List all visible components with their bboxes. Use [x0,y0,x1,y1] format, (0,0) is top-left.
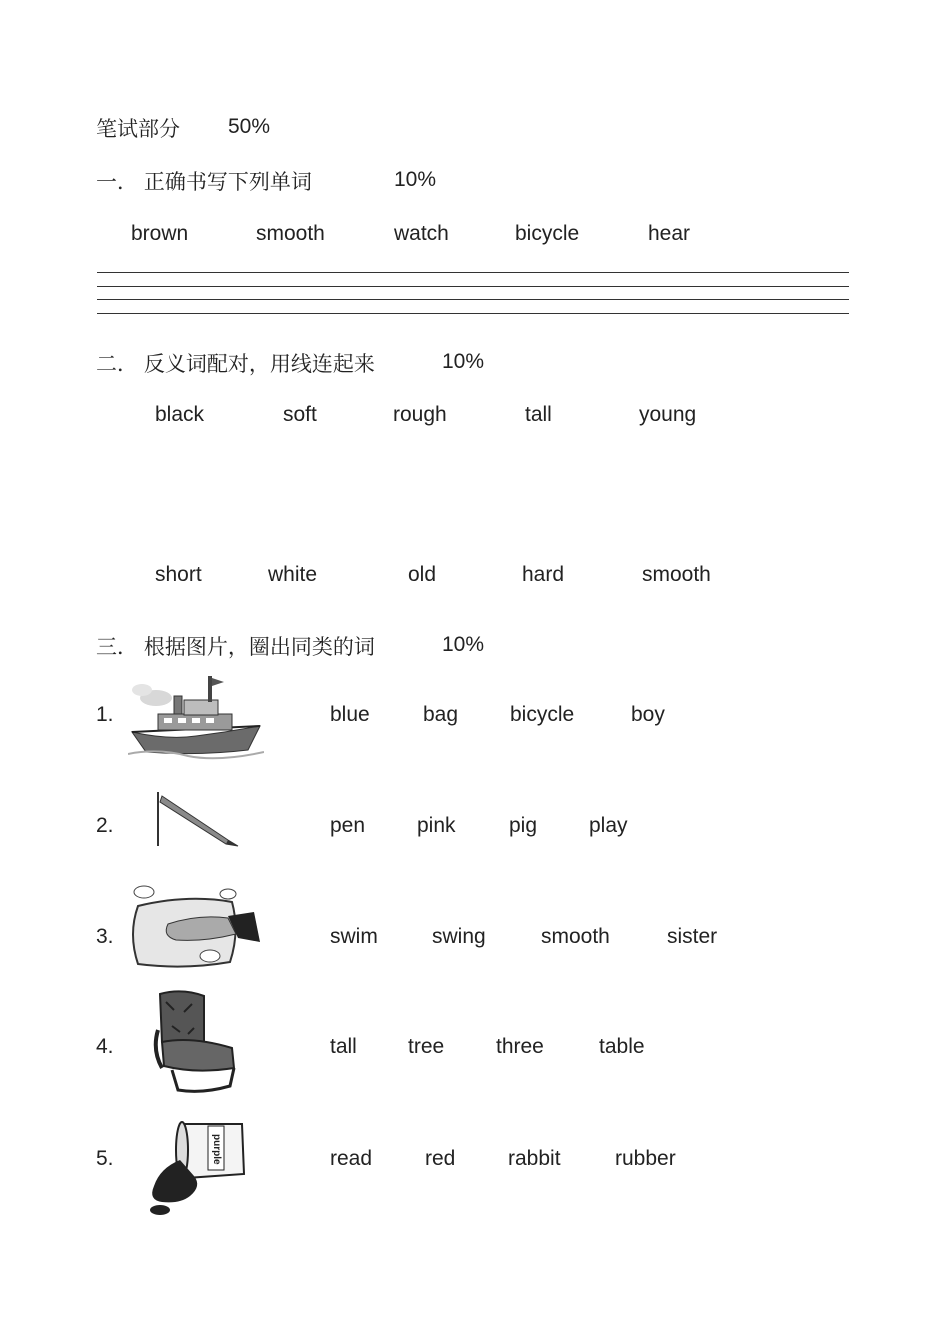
choice-word[interactable]: boy [631,703,665,726]
section2-percent: 10% [442,350,485,373]
section3-heading: 三． 根据图片，圈出同类的词 [96,636,375,659]
choice-word[interactable]: blue [330,703,370,726]
choice-word[interactable]: smooth [541,925,610,948]
spelling-word: hear [648,222,691,245]
antonym-top-word: tall [525,403,552,426]
antonym-bottom-word: smooth [642,563,711,586]
choice-word[interactable]: pink [417,814,456,837]
antonym-top-word: soft [283,403,317,426]
page-percent: 50% [228,115,271,138]
item-number: 5. [96,1147,114,1170]
antonym-top-word: rough [393,403,447,426]
item-number: 1. [96,703,114,726]
antonym-bottom-word: white [268,563,318,586]
choice-word[interactable]: sister [667,925,718,948]
writing-line [97,272,849,273]
choice-word[interactable]: tree [408,1035,445,1058]
item-number: 2. [96,814,114,837]
choice-word[interactable]: pig [509,814,538,837]
choice-word[interactable]: bag [423,703,459,726]
choice-word[interactable]: swing [432,925,486,948]
pen-icon [154,790,244,850]
writing-line [97,299,849,300]
section1-percent: 10% [394,168,437,191]
choice-word[interactable]: bicycle [510,703,575,726]
choice-word[interactable]: rabbit [508,1147,561,1170]
spelling-word: brown [131,222,189,245]
choice-word[interactable]: swim [330,925,378,948]
hand-on-pillow-icon [128,882,262,970]
armchair-icon [152,990,242,1096]
antonym-top-word: young [639,403,697,426]
item-number: 4. [96,1035,114,1058]
spelling-word: smooth [256,222,325,245]
section2-heading: 二． 反义词配对，用线连起来 [96,353,375,376]
writing-line [97,313,849,314]
section1-heading: 一． 正确书写下列单词 [96,171,312,194]
antonym-bottom-word: short [155,563,202,586]
page-title: 笔试部分 [96,118,180,141]
section3-percent: 10% [442,633,485,656]
antonym-bottom-word: old [408,563,437,586]
choice-word[interactable]: pen [330,814,366,837]
item-number: 3. [96,925,114,948]
spelling-word: bicycle [515,222,580,245]
choice-word[interactable]: three [496,1035,544,1058]
spelling-word: watch [394,222,449,245]
paint-can-label: purple [211,1133,222,1165]
antonym-top-word: black [155,403,205,426]
ship-icon [128,670,264,762]
choice-word[interactable]: read [330,1147,373,1170]
choice-word[interactable]: rubber [615,1147,676,1170]
choice-word[interactable]: play [589,814,628,837]
choice-word[interactable]: tall [330,1035,357,1058]
writing-line [97,286,849,287]
choice-word[interactable]: table [599,1035,645,1058]
choice-word[interactable]: red [425,1147,456,1170]
paint-can-icon [146,1116,250,1220]
antonym-bottom-word: hard [522,563,565,586]
